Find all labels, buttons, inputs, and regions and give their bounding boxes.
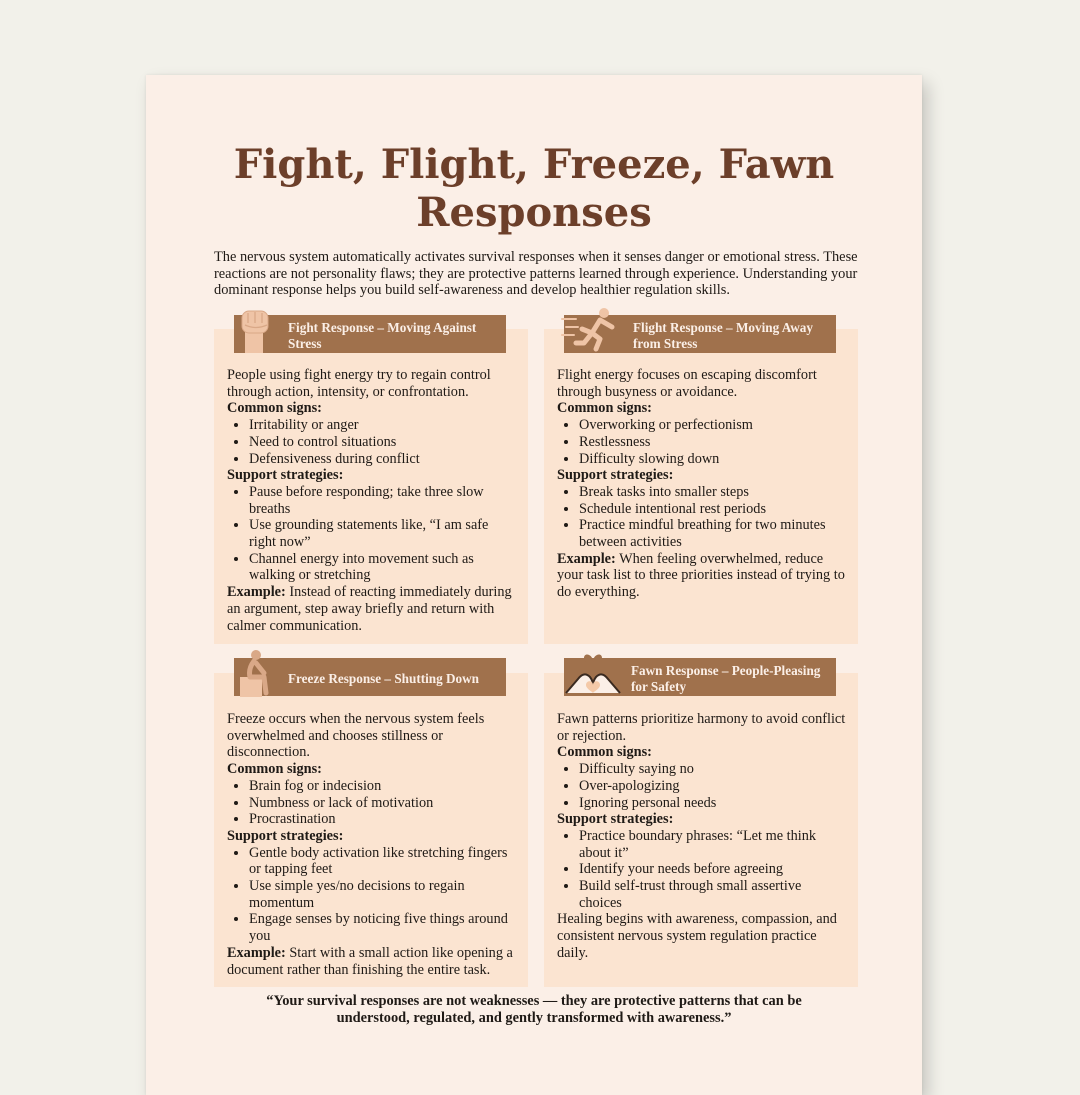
title-line-1: Fight, Flight, Freeze, Fawn (233, 141, 835, 188)
list-item: • Difficulty slowing down (579, 451, 846, 468)
fawn-strategies-label: Support strategies: (557, 811, 674, 828)
fight-example-text: Instead of reacting immediately during an argument, step away briefly and return with calmer communication. (227, 584, 512, 634)
list-item: • Engage senses by noticing five things around you (249, 911, 516, 944)
fawn-description: Fawn patterns prioritize harmony to avoid conflict or rejection. (557, 711, 846, 744)
heart-hands-icon (562, 649, 624, 699)
fight-strategies-label: Support strategies: (227, 467, 344, 484)
flight-card (544, 329, 858, 644)
flight-signs-label: Common signs: (557, 400, 652, 417)
list-item: • Over-apologizing (579, 778, 846, 795)
list-item: • Numbness or lack of motivation (249, 795, 516, 812)
freeze-description: Freeze occurs when the nervous system feels overwhelmed and chooses stillness or disconnection. (227, 711, 485, 761)
worksheet-page (146, 75, 922, 1095)
freeze-signs-label: Common signs: (227, 761, 322, 778)
freeze-example (227, 945, 516, 978)
fawn-strategies-list (557, 828, 846, 912)
closing-quote: “Your survival responses are not weaknesses — they are protective patterns that can be understood, regulated, and gently transformed with awareness.” (266, 993, 802, 1026)
list-item: • Build self-trust through small assertive choices (579, 878, 846, 911)
list-item: • Channel energy into movement such as walking or stretching (249, 551, 516, 584)
flight-signs-list (557, 417, 846, 467)
flight-strategies-label: Support strategies: (557, 467, 674, 484)
list-item: • Identify your needs before agreeing (579, 861, 846, 878)
page-title (146, 141, 922, 237)
flight-description: Flight energy focuses on escaping discomfort through busyness or avoidance. (557, 367, 817, 400)
list-item: • Gentle body activation like stretching fingers or tapping feet (249, 845, 516, 878)
fight-card (214, 329, 528, 644)
freeze-strategies-label: Support strategies: (227, 827, 344, 844)
list-item: • Defensiveness during conflict (249, 451, 516, 468)
list-item: • Procrastination (249, 811, 516, 828)
list-item: • Practice boundary phrases: “Let me think about it” (579, 828, 846, 861)
freeze-banner (234, 658, 506, 696)
fight-example (227, 584, 516, 634)
list-item: • Need to control situations (249, 434, 516, 451)
example-label: Example: (557, 550, 616, 567)
fight-heading: Fight Response – Moving Against Stress (288, 319, 477, 351)
list-item: • Ignoring personal needs (579, 795, 846, 812)
intro-paragraph: The nervous system automatically activates survival responses when it senses danger or emotional stress. These reactions are not personality flaws; they are protective patterns learned through experience. Understanding your dominant response helps you build self-awareness and develop healthier regulation skills. (214, 249, 858, 299)
flight-example-text: When feeling overwhelmed, reduce your task list to three priorities instead of trying to do everything. (557, 550, 845, 601)
freeze-strategies-list (227, 845, 516, 945)
running-figure-icon (560, 305, 620, 353)
fawn-card (544, 673, 858, 987)
fight-signs-label: Common signs: (227, 400, 322, 417)
fawn-signs-list (557, 761, 846, 811)
freeze-heading: Freeze Response – Shutting Down (288, 670, 479, 686)
fight-description: People using fight energy try to regain control through action, intensity, or confrontation. (227, 367, 491, 400)
seated-figure-icon (238, 647, 274, 697)
flight-strategies-list (557, 484, 846, 551)
example-label: Example: (227, 944, 286, 961)
title-line-2: Responses (416, 189, 652, 236)
flight-heading: Flight Response – Moving Away from Stress (633, 319, 813, 351)
example-label: Example: (227, 584, 286, 601)
list-item: • Break tasks into smaller steps (579, 484, 846, 501)
fawn-closing: Healing begins with awareness, compassion, and consistent nervous system regulation practice daily. (557, 911, 837, 961)
fight-signs-list (227, 417, 516, 467)
list-item: • Pause before responding; take three slow breaths (249, 484, 516, 517)
list-item: • Overworking or perfectionism (579, 417, 846, 434)
list-item: • Use simple yes/no decisions to regain momentum (249, 878, 516, 911)
list-item: • Restlessness (579, 434, 846, 451)
list-item: • Brain fog or indecision (249, 778, 516, 795)
list-item: • Irritability or anger (249, 417, 516, 434)
list-item: • Schedule intentional rest periods (579, 501, 846, 518)
raised-fist-icon (236, 307, 276, 355)
freeze-example-text: Start with a small action like opening a document rather than finishing the entire task. (227, 944, 513, 978)
fight-strategies-list (227, 484, 516, 584)
list-item: • Practice mindful breathing for two minutes between activities (579, 517, 846, 550)
list-item: • Use grounding statements like, “I am safe right now” (249, 517, 516, 550)
freeze-card (214, 670, 528, 987)
freeze-signs-list (227, 778, 516, 828)
flight-example (557, 551, 846, 601)
fawn-signs-label: Common signs: (557, 744, 652, 761)
fawn-heading: Fawn Response – People-Pleasing for Safety (631, 662, 821, 694)
list-item: • Difficulty saying no (579, 761, 846, 778)
